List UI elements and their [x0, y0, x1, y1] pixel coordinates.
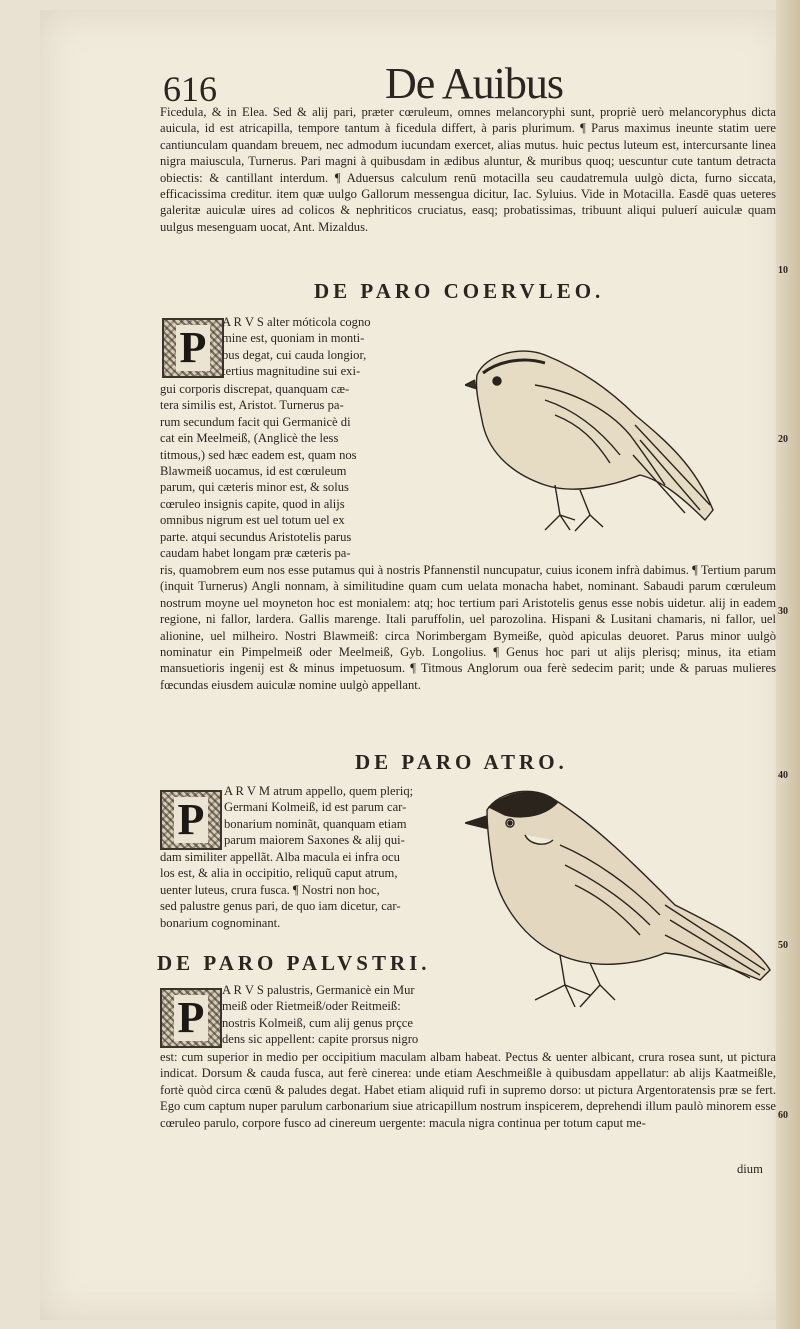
text-line: nostris Kolmeiß, cum alij genus prçce [222, 1015, 413, 1030]
margin-line-number: 40 [778, 770, 788, 781]
text-line: mine est, quoniam in monti- [222, 331, 365, 346]
text-line: A R V M atrum appello, quem pleriq; [224, 784, 414, 798]
text-line: meiß oder Rietmeiß/oder Reitmeiß: [222, 999, 401, 1014]
text-line: parte. atqui secundus Aristotelis parus [160, 529, 352, 544]
margin-line-number: 50 [778, 940, 788, 951]
decorated-initial-p [160, 988, 222, 1048]
heading-de-paro-coeruleo: DE PARO COERVLEO. [314, 279, 605, 303]
text-line: sed palustre genus pari, de quo iam dicetur, car- [160, 899, 401, 914]
section2-column [160, 849, 485, 931]
text-line: parum, qui cæteris minor est, & solus [160, 480, 349, 495]
text-line: tertius magnitudine sui exi- [222, 364, 361, 379]
margin-line-number: 30 [778, 606, 788, 617]
text-line: parum maiorem Saxones & alij qui- [224, 833, 405, 848]
initial-letter: P [176, 325, 211, 371]
text-line: rum secundum facit qui Germanicè di [160, 414, 351, 429]
text-line: titmous,) sed hæc eadem est, quam nos [160, 447, 357, 462]
text-line: bonarium nominãt, quanquam etiam [224, 816, 407, 831]
decorated-initial-p [160, 790, 222, 850]
initial-letter: P [174, 797, 209, 843]
page-number: 616 [163, 69, 217, 109]
blue-tit-woodcut [465, 345, 720, 535]
margin-line-number: 10 [778, 265, 788, 276]
text-line: A R V S palustris, Germanicè ein Mur [222, 983, 415, 997]
initial-letter: P [174, 995, 209, 1041]
text-line: dam similiter appellãt. Alba macula ei infra ocu [160, 850, 400, 864]
margin-line-number: 20 [778, 434, 788, 445]
text-line: los est, & alia in occipitio, reliquũ caput atrum, [160, 866, 398, 881]
section1-paragraph: ris, quamobrem eum nos esse putamus qui à nostris Pfannenstil nuncupatur, cuius iconem infrà dabimus. ¶ Tertium parum (inquit Turnerus) Angli nonnam, à similitudine quam cum uelata monacha habet, nominant. Sabaudi parum cœruleum nostrum moyne uel moyneton hoc est monialem: atq; hoc tertium pari Aristotelis genus esse nobis uidetur. alij in eadem regione, ni fallor, lardera. Gallis marenge. Itali paruffolin, uel parozolina. Hispani & Lusitani chamaris, ni fallor, uel alionine, uel milheiro. Nostri Blawmeiß: circa Norimbergam Bymeiße, quòd apiculas deuoret. Parus minor uulgò nominatur ein Pimpelmeiß oder Meelmeiß, Gyb. Longolius. ¶ Genus hoc pari ut alijs plerisq; minus, ita etiam mansuetioris ingenij est & minus impetuosum. ¶ Titmous Anglorum oua ferè sedecim parit; unde & paruas mulieres fœcundas eiusdem auiculæ nomine uulgò appellant. [160, 563, 776, 692]
text-line: A R V S alter móticola cogno [222, 315, 371, 329]
text-line: dens sic appellent: capite prorsus nigro [222, 1032, 419, 1047]
intro-paragraph: Ficedula, & in Elea. Sed & alij pari, præter cœruleum, omnes melancoryphi sunt, propriè uerò melancoryphus dicta auicula, id est atricapilla, tempore tantum à ficedula differt, à paris plurimum. ¶ Parus maximus ineunte statim uere cantiunculam quandam breuem, nec admodum iucundam exercet, alias mutus. huic pectus luteum est, intercursante linea nigra maiuscula, Turnerus. Pari magni à quibusdam in ædibus aluntur, & muribus quoq; uescuntur cute tantum detracta obiectis: & cantillant interdum. ¶ Aduersus calculum renū motacilla seu caudatremula uulgò dicta, furno siccata, efficacissima creditur. item quæ uulgo Gallorum messengua dicitur, Iac. Syluius. Vide in Motacilla. Easdē quas ueteres galeritæ auiculæ uires ad colicos & nephriticos cruciatus, easq; probatissimas, tribuunt aliqui puluerí auiculæ quam uulgus mesenguam uocat, Ant. Mizaldus. [160, 105, 776, 234]
text-line: bus degat, cui cauda longior, [222, 347, 367, 362]
section3-paragraph: est: cum superior in medio per occipitium maculam albam habeat. Pectus & uenter albicant, crura rosea sunt, ut pictura indicat. Dorsum & cauda fusca, aut ferè cinerea: unde etiam Aeschmeißle à quibusdam appellatur: ab alijs Kaatmeißle, fortè quòd circa cœnū & paludes degat. Habet etiam aliquid rufi in supremo dorso: ut pictura Argentoratensis præ se fert. Ego cum captum nuper parulum carbonarium siue atricapillum nostrum inspicerem, deprehendi illum paulò minorem esse cœruleo parulo, corpore fusco ad cinereum uergente: macula nigra continua per totum caput me- [160, 1050, 776, 1130]
text-line: tera similis est, Aristot. Turnerus pa- [160, 398, 344, 413]
catchword: dium [737, 1162, 763, 1176]
text-line: caudam habet longam præ cæteris pa- [160, 546, 351, 561]
heading-de-paro-atro: DE PARO ATRO. [355, 750, 568, 774]
section3-column-top [222, 982, 492, 1048]
section2-column-top [224, 783, 484, 849]
margin-line-number: 60 [778, 1110, 788, 1121]
text-line: gui corporis discrepat, quanquam cæ- [160, 382, 350, 396]
text-line: Germani Kolmeiß, id est parum car- [224, 800, 407, 815]
running-title: De Auibus [385, 59, 563, 108]
heading-de-paro-palustri: DE PARO PALVSTRI. [157, 951, 431, 975]
section1-column [160, 381, 435, 561]
text-line: omnibus nigrum est uel totum uel ex [160, 513, 345, 528]
text-line: cat ein Meelmeiß, (Anglicè the less [160, 431, 339, 446]
text-line: Blawmeiß uocamus, id est cœruleum [160, 464, 347, 479]
text-line: uenter luteus, crura fusca. ¶ Nostri non hoc, [160, 882, 380, 897]
decorated-initial-p [162, 318, 224, 378]
coal-tit-woodcut [465, 785, 775, 1015]
section1-column-top [222, 314, 432, 380]
text-line: cœruleo insignis capite, quod in alijs [160, 496, 345, 511]
text-line: bonarium cognominant. [160, 915, 281, 930]
page-gutter [776, 0, 800, 1329]
